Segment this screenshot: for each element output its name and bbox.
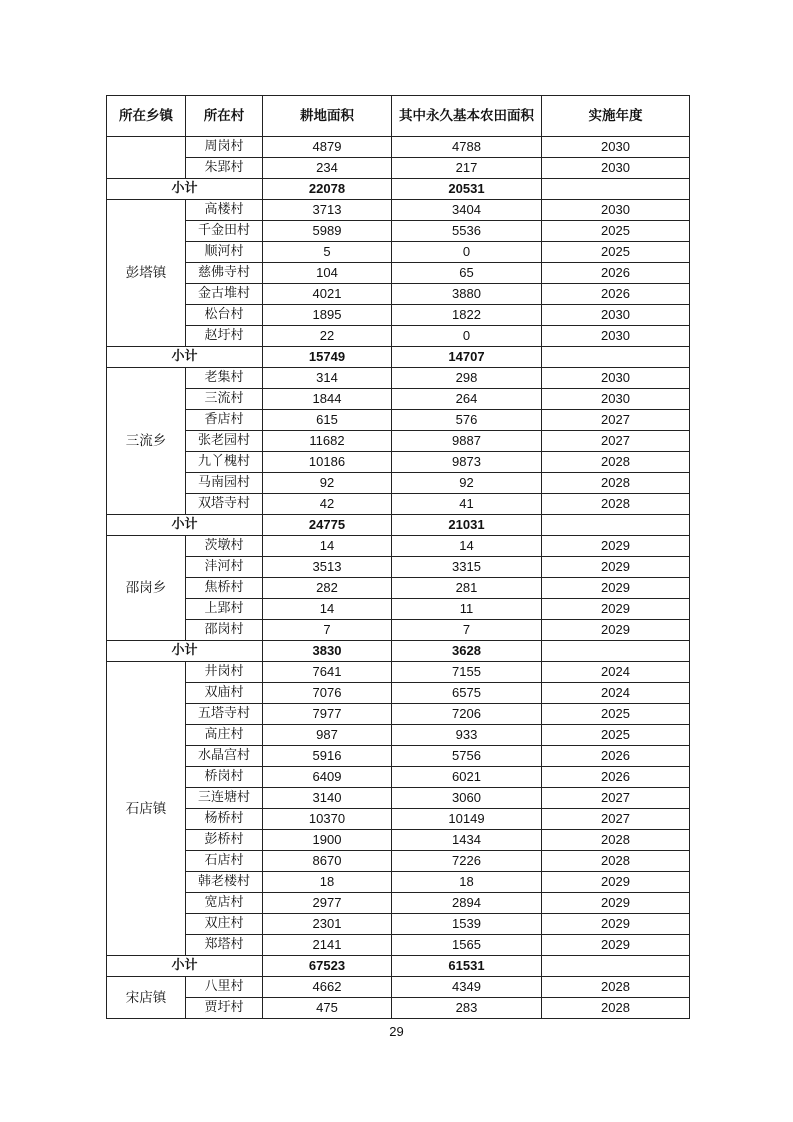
arable-area-cell: 5989 (263, 221, 392, 242)
subtotal-year-empty (542, 515, 690, 536)
arable-area-cell: 1895 (263, 305, 392, 326)
arable-area-cell: 22 (263, 326, 392, 347)
village-cell: 金古堆村 (186, 284, 263, 305)
village-cell: 香店村 (186, 410, 263, 431)
table-row (107, 599, 690, 620)
table-row (107, 284, 690, 305)
year-cell: 2029 (542, 599, 690, 620)
subtotal-basic-farmland: 21031 (392, 515, 542, 536)
basic-farmland-cell: 576 (392, 410, 542, 431)
arable-area-cell: 2301 (263, 914, 392, 935)
arable-area-cell: 2977 (263, 893, 392, 914)
year-cell: 2029 (542, 935, 690, 956)
subtotal-year-empty (542, 347, 690, 368)
table-row (107, 578, 690, 599)
arable-area-cell: 14 (263, 599, 392, 620)
village-cell: 慈佛寺村 (186, 263, 263, 284)
year-cell: 2028 (542, 830, 690, 851)
subtotal-year-empty (542, 641, 690, 662)
basic-farmland-cell: 9887 (392, 431, 542, 452)
arable-area-cell: 5 (263, 242, 392, 263)
basic-farmland-cell: 6575 (392, 683, 542, 704)
village-cell: 三连塘村 (186, 788, 263, 809)
arable-area-cell: 10370 (263, 809, 392, 830)
basic-farmland-cell: 11 (392, 599, 542, 620)
table-row (107, 914, 690, 935)
table-row (107, 158, 690, 179)
village-cell: 老集村 (186, 368, 263, 389)
header-basic-farmland-area: 其中永久基本农田面积 (392, 96, 542, 137)
table-row (107, 326, 690, 347)
village-cell: 宽店村 (186, 893, 263, 914)
village-cell: 邵岗村 (186, 620, 263, 641)
subtotal-row (107, 179, 690, 200)
table-row (107, 305, 690, 326)
table-row (107, 809, 690, 830)
table-row (107, 368, 690, 389)
arable-area-cell: 314 (263, 368, 392, 389)
arable-area-cell: 7076 (263, 683, 392, 704)
arable-area-cell: 3140 (263, 788, 392, 809)
basic-farmland-cell: 264 (392, 389, 542, 410)
arable-area-cell: 3513 (263, 557, 392, 578)
year-cell: 2026 (542, 284, 690, 305)
basic-farmland-cell: 3880 (392, 284, 542, 305)
page-number: 29 (389, 1024, 404, 1039)
year-cell: 2025 (542, 242, 690, 263)
village-cell: 韩老楼村 (186, 872, 263, 893)
year-cell: 2028 (542, 851, 690, 872)
table-row (107, 704, 690, 725)
arable-area-cell: 234 (263, 158, 392, 179)
table-row (107, 263, 690, 284)
arable-area-cell: 4879 (263, 137, 392, 158)
subtotal-year-empty (542, 956, 690, 977)
header-row (107, 96, 690, 137)
arable-area-cell: 18 (263, 872, 392, 893)
table-row (107, 788, 690, 809)
basic-farmland-cell: 6021 (392, 767, 542, 788)
basic-farmland-cell: 5536 (392, 221, 542, 242)
year-cell: 2025 (542, 221, 690, 242)
year-cell: 2029 (542, 557, 690, 578)
table-row (107, 452, 690, 473)
basic-farmland-cell: 281 (392, 578, 542, 599)
table-row (107, 935, 690, 956)
table-row (107, 683, 690, 704)
town-cell: 石店镇 (107, 662, 186, 956)
table-body (107, 137, 690, 1019)
village-cell: 石店村 (186, 851, 263, 872)
table-row (107, 536, 690, 557)
village-cell: 沣河村 (186, 557, 263, 578)
subtotal-arable-area: 22078 (263, 179, 392, 200)
basic-farmland-cell: 92 (392, 473, 542, 494)
basic-farmland-cell: 1539 (392, 914, 542, 935)
village-cell: 顺河村 (186, 242, 263, 263)
year-cell: 2025 (542, 704, 690, 725)
table-row (107, 851, 690, 872)
basic-farmland-cell: 3060 (392, 788, 542, 809)
year-cell: 2027 (542, 410, 690, 431)
year-cell: 2028 (542, 998, 690, 1019)
arable-area-cell: 92 (263, 473, 392, 494)
table-row (107, 200, 690, 221)
year-cell: 2027 (542, 809, 690, 830)
village-cell: 焦桥村 (186, 578, 263, 599)
year-cell: 2029 (542, 893, 690, 914)
basic-farmland-cell: 217 (392, 158, 542, 179)
year-cell: 2026 (542, 263, 690, 284)
table-row (107, 557, 690, 578)
town-cell: 彭塔镇 (107, 200, 186, 347)
basic-farmland-cell: 283 (392, 998, 542, 1019)
year-cell: 2030 (542, 368, 690, 389)
table-row (107, 746, 690, 767)
table-row (107, 998, 690, 1019)
subtotal-year-empty (542, 179, 690, 200)
basic-farmland-cell: 10149 (392, 809, 542, 830)
arable-area-cell: 7 (263, 620, 392, 641)
year-cell: 2027 (542, 431, 690, 452)
village-cell: 张老园村 (186, 431, 263, 452)
basic-farmland-cell: 0 (392, 242, 542, 263)
table-row (107, 494, 690, 515)
village-cell: 双塔寺村 (186, 494, 263, 515)
basic-farmland-cell: 9873 (392, 452, 542, 473)
subtotal-row (107, 515, 690, 536)
table-row (107, 620, 690, 641)
village-cell: 高楼村 (186, 200, 263, 221)
header-village: 所在村 (186, 96, 263, 137)
table-row (107, 431, 690, 452)
arable-area-cell: 14 (263, 536, 392, 557)
arable-area-cell: 1844 (263, 389, 392, 410)
arable-area-cell: 987 (263, 725, 392, 746)
year-cell: 2029 (542, 536, 690, 557)
subtotal-arable-area: 15749 (263, 347, 392, 368)
subtotal-basic-farmland: 14707 (392, 347, 542, 368)
year-cell: 2030 (542, 200, 690, 221)
town-cell (107, 137, 186, 179)
table-row (107, 977, 690, 998)
year-cell: 2028 (542, 494, 690, 515)
arable-area-cell: 475 (263, 998, 392, 1019)
village-cell: 马南园村 (186, 473, 263, 494)
arable-area-cell: 7641 (263, 662, 392, 683)
basic-farmland-cell: 1822 (392, 305, 542, 326)
arable-area-cell: 7977 (263, 704, 392, 725)
basic-farmland-cell: 3404 (392, 200, 542, 221)
header-town: 所在乡镇 (107, 96, 186, 137)
village-cell: 松台村 (186, 305, 263, 326)
arable-area-cell: 5916 (263, 746, 392, 767)
table-row (107, 389, 690, 410)
year-cell: 2030 (542, 305, 690, 326)
arable-area-cell: 1900 (263, 830, 392, 851)
subtotal-row (107, 956, 690, 977)
village-cell: 杨桥村 (186, 809, 263, 830)
arable-area-cell: 4662 (263, 977, 392, 998)
basic-farmland-cell: 0 (392, 326, 542, 347)
arable-area-cell: 10186 (263, 452, 392, 473)
year-cell: 2025 (542, 725, 690, 746)
table-row (107, 137, 690, 158)
basic-farmland-cell: 1565 (392, 935, 542, 956)
table-row (107, 830, 690, 851)
village-cell: 八里村 (186, 977, 263, 998)
basic-farmland-cell: 18 (392, 872, 542, 893)
subtotal-row (107, 641, 690, 662)
year-cell: 2026 (542, 767, 690, 788)
subtotal-label: 小计 (107, 515, 263, 536)
subtotal-label: 小计 (107, 347, 263, 368)
table-row (107, 725, 690, 746)
year-cell: 2028 (542, 977, 690, 998)
basic-farmland-cell: 2894 (392, 893, 542, 914)
village-cell: 九丫槐村 (186, 452, 263, 473)
year-cell: 2030 (542, 137, 690, 158)
village-cell: 千金田村 (186, 221, 263, 242)
village-cell: 赵圩村 (186, 326, 263, 347)
town-cell: 三流乡 (107, 368, 186, 515)
table-row (107, 410, 690, 431)
basic-farmland-cell: 7206 (392, 704, 542, 725)
village-cell: 双庙村 (186, 683, 263, 704)
land-table (106, 95, 690, 1019)
village-cell: 朱郢村 (186, 158, 263, 179)
subtotal-basic-farmland: 3628 (392, 641, 542, 662)
table-row (107, 662, 690, 683)
table-row (107, 473, 690, 494)
village-cell: 桥岗村 (186, 767, 263, 788)
arable-area-cell: 11682 (263, 431, 392, 452)
town-cell: 邵岗乡 (107, 536, 186, 641)
basic-farmland-cell: 65 (392, 263, 542, 284)
village-cell: 贾圩村 (186, 998, 263, 1019)
village-cell: 郑塔村 (186, 935, 263, 956)
basic-farmland-cell: 298 (392, 368, 542, 389)
basic-farmland-cell: 14 (392, 536, 542, 557)
table-row (107, 893, 690, 914)
subtotal-label: 小计 (107, 179, 263, 200)
basic-farmland-cell: 5756 (392, 746, 542, 767)
village-cell: 周岗村 (186, 137, 263, 158)
village-cell: 三流村 (186, 389, 263, 410)
subtotal-arable-area: 3830 (263, 641, 392, 662)
year-cell: 2030 (542, 158, 690, 179)
year-cell: 2024 (542, 662, 690, 683)
arable-area-cell: 8670 (263, 851, 392, 872)
table-row (107, 872, 690, 893)
arable-area-cell: 6409 (263, 767, 392, 788)
arable-area-cell: 104 (263, 263, 392, 284)
village-cell: 双庄村 (186, 914, 263, 935)
subtotal-basic-farmland: 20531 (392, 179, 542, 200)
village-cell: 高庄村 (186, 725, 263, 746)
arable-area-cell: 2141 (263, 935, 392, 956)
subtotal-label: 小计 (107, 956, 263, 977)
subtotal-row (107, 347, 690, 368)
subtotal-basic-farmland: 61531 (392, 956, 542, 977)
basic-farmland-cell: 7 (392, 620, 542, 641)
village-cell: 井岗村 (186, 662, 263, 683)
basic-farmland-cell: 7155 (392, 662, 542, 683)
basic-farmland-cell: 3315 (392, 557, 542, 578)
subtotal-label: 小计 (107, 641, 263, 662)
year-cell: 2029 (542, 578, 690, 599)
village-cell: 茨墩村 (186, 536, 263, 557)
arable-area-cell: 615 (263, 410, 392, 431)
header-arable-area: 耕地面积 (263, 96, 392, 137)
village-cell: 水晶宫村 (186, 746, 263, 767)
year-cell: 2030 (542, 389, 690, 410)
year-cell: 2026 (542, 746, 690, 767)
arable-area-cell: 4021 (263, 284, 392, 305)
basic-farmland-cell: 7226 (392, 851, 542, 872)
year-cell: 2029 (542, 620, 690, 641)
arable-area-cell: 3713 (263, 200, 392, 221)
village-cell: 彭桥村 (186, 830, 263, 851)
basic-farmland-cell: 1434 (392, 830, 542, 851)
basic-farmland-cell: 41 (392, 494, 542, 515)
year-cell: 2028 (542, 452, 690, 473)
basic-farmland-cell: 4349 (392, 977, 542, 998)
year-cell: 2024 (542, 683, 690, 704)
year-cell: 2029 (542, 914, 690, 935)
village-cell: 五塔寺村 (186, 704, 263, 725)
subtotal-arable-area: 67523 (263, 956, 392, 977)
table-row (107, 767, 690, 788)
year-cell: 2029 (542, 872, 690, 893)
arable-area-cell: 282 (263, 578, 392, 599)
table-row (107, 242, 690, 263)
subtotal-arable-area: 24775 (263, 515, 392, 536)
arable-area-cell: 42 (263, 494, 392, 515)
table-row (107, 221, 690, 242)
year-cell: 2030 (542, 326, 690, 347)
village-cell: 上郢村 (186, 599, 263, 620)
town-cell: 宋店镇 (107, 977, 186, 1019)
basic-farmland-cell: 933 (392, 725, 542, 746)
year-cell: 2028 (542, 473, 690, 494)
basic-farmland-cell: 4788 (392, 137, 542, 158)
year-cell: 2027 (542, 788, 690, 809)
header-implementation-year: 实施年度 (542, 96, 690, 137)
